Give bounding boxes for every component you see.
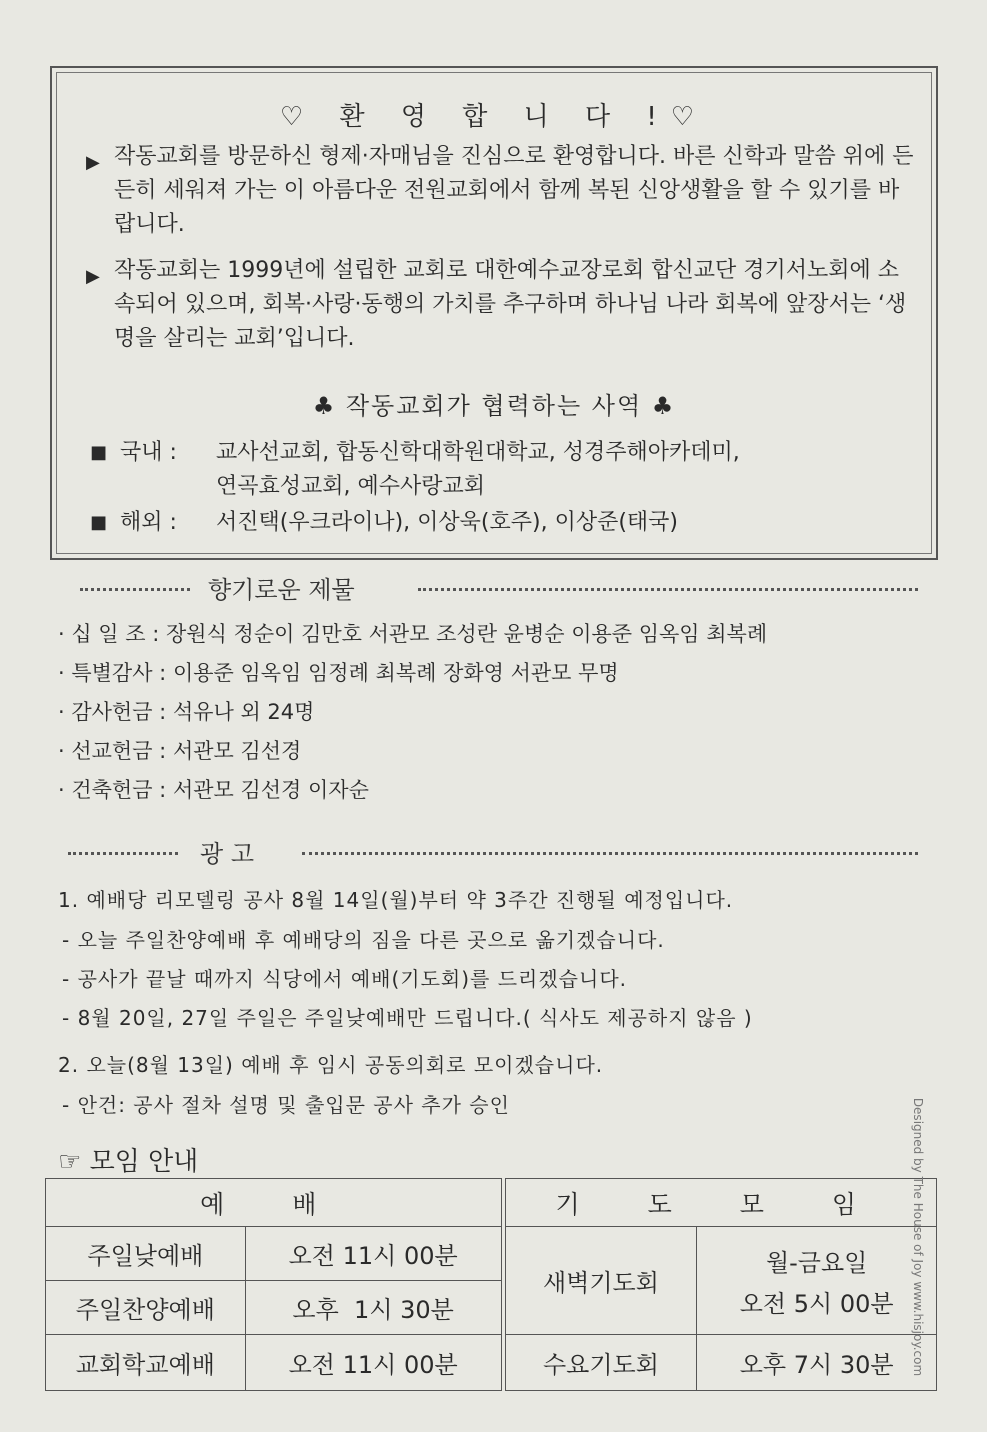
divider-dots [302, 852, 918, 855]
prayer-time: 월-금요일 오전 5시 00분 [697, 1227, 937, 1335]
worship-name: 교회학교예배 [46, 1335, 246, 1391]
offering-row: · 십 일 조 : 장원식 정순이 김만호 서관모 조성란 윤병순 이용준 임옥임 최복례 [58, 622, 768, 646]
welcome-paragraph-2: ▶ 작동교회는 1999년에 설립한 교회로 대한예수교장로회 합신교단 경기서노회에 소속되어 있으며, 회복·사랑·동행의 가치를 추구하며 하나님 나라 회복에 앞장서는 ‘생명을 살리는 교회’입니다. [86, 258, 907, 351]
announcement-line: - 안건: 공사 절차 설명 및 출입문 공사 추가 승인 [62, 1093, 510, 1117]
offering-row: · 감사헌금 : 석유나 외 24명 [58, 700, 315, 724]
divider-dots [68, 852, 178, 855]
announcement-line: - 오늘 주일찬양예배 후 예배당의 짐을 다른 곳으로 옮기겠습니다. [62, 928, 665, 952]
announcement-line: 1. 예배당 리모델링 공사 8월 14일(월)부터 약 3주간 진행될 예정입니다. [58, 888, 734, 912]
offering-row: · 특별감사 : 이용준 임옥임 임정례 최복례 장화영 서관모 무명 [58, 661, 619, 685]
designer-credit: Designed by The House of Joy www.hisjoy.com [910, 1097, 925, 1377]
announcements-title: 광 고 [200, 840, 254, 868]
welcome-title: ♡ 환 영 합 니 다 !♡ [279, 102, 709, 132]
prayer-name: 수요기도회 [505, 1335, 697, 1391]
offering-row: · 선교헌금 : 서관모 김선경 [58, 739, 302, 763]
offering-row: · 건축헌금 : 서관모 김선경 이자순 [58, 778, 369, 802]
prayer-time: 오후 7시 30분 [697, 1335, 937, 1391]
offerings-title: 향기로운 제물 [208, 576, 355, 604]
triangle-right-icon: ▶ [86, 152, 100, 173]
announcement-line: - 8월 20일, 27일 주일은 주일낮예배만 드립니다.( 식사도 제공하지 않음 ) [62, 1006, 753, 1030]
welcome-box [50, 66, 938, 560]
divider-dots [418, 588, 918, 591]
meetings-table [45, 1178, 937, 1391]
worship-header: 예 배 [46, 1179, 502, 1227]
prayer-name: 새벽기도회 [505, 1227, 697, 1335]
worship-time: 오전 11시 00분 [245, 1227, 501, 1281]
worship-time: 오후 1시 30분 [245, 1281, 501, 1335]
worship-time: 오전 11시 00분 [245, 1335, 501, 1391]
prayer-header: 기 도 모 임 [505, 1179, 936, 1227]
meetings-title: ☞ 모임 안내 [58, 1147, 199, 1177]
worship-name: 주일낮예배 [46, 1227, 246, 1281]
welcome-paragraph-1: ▶ 작동교회를 방문하신 형제·자매님을 진심으로 환영합니다. 바른 신학과 말씀 위에 든든히 세워져 가는 이 아름다운 전원교회에서 함께 복된 신앙생활을 할 수 있기를 바랍니다. [86, 144, 914, 237]
announcement-line: 2. 오늘(8월 13일) 예배 후 임시 공동의회로 모이겠습니다. [58, 1053, 604, 1077]
ministry-overseas: ■ 해외 : 서진택(우크라이나), 이상욱(호주), 이상준(태국) [90, 506, 910, 540]
ministry-domestic: ■ 국내 : 교사선교회, 합동신학대학원대학교, 성경주해아카데미, 연곡효성교회, 예수사랑교회 [90, 436, 910, 506]
triangle-right-icon: ▶ [86, 266, 100, 287]
square-icon: ■ [90, 512, 108, 533]
square-icon: ■ [90, 442, 108, 463]
announcement-line: - 공사가 끝날 때까지 식당에서 예배(기도회)를 드리겠습니다. [62, 967, 628, 991]
ministry-title: ♣ 작동교회가 협력하는 사역 ♣ [312, 392, 676, 420]
worship-name: 주일찬양예배 [46, 1281, 246, 1335]
divider-dots [80, 588, 190, 591]
